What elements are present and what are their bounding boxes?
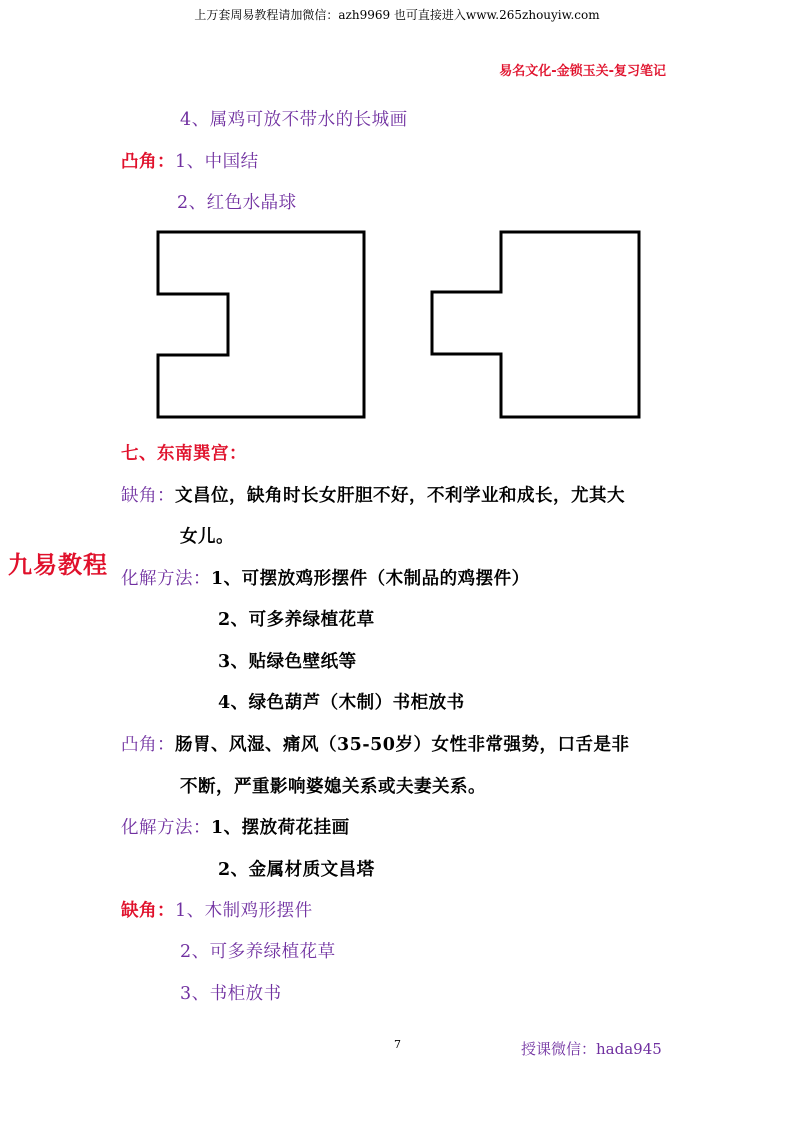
line-14-head: 缺角： <box>121 901 175 921</box>
line-10-head: 凸角： <box>121 735 175 755</box>
page-number: 7 <box>394 1038 401 1051</box>
footer-contact: 授课微信：hada945 <box>521 1040 662 1058</box>
line-8: 3、贴绿色壁纸等 <box>218 652 357 672</box>
line-7: 2、可多养绿植花草 <box>218 610 375 630</box>
line-2-rest: 1、中国结 <box>175 152 259 172</box>
line-12-head: 化解方法： <box>121 818 211 838</box>
line-2-head: 凸角： <box>121 152 175 172</box>
line-12-rest: 1、摆放荷花挂画 <box>211 818 350 838</box>
line-10 <box>121 731 629 756</box>
line-6 <box>121 565 530 590</box>
watermark: 九易教程 <box>8 551 108 579</box>
line-14 <box>121 897 313 922</box>
line-12 <box>121 814 350 839</box>
line-4-rest: 文昌位，缺角时长女肝胆不好，不利学业和成长，尤其大 <box>175 486 625 506</box>
header-title: 易名文化-金锁玉关-复习笔记 <box>499 64 666 79</box>
line-9: 4、绿色葫芦（木制）书柜放书 <box>218 693 465 713</box>
protruding-corner-shape <box>425 225 655 425</box>
line-3: 2、红色水晶球 <box>177 193 297 213</box>
missing-corner-shape <box>150 225 380 425</box>
line-5: 女儿。 <box>180 527 234 547</box>
section-heading: 七、东南巽宫： <box>121 444 247 464</box>
line-4 <box>121 482 625 507</box>
line-14-rest: 1、木制鸡形摆件 <box>175 901 313 921</box>
line-6-rest: 1、可摆放鸡形摆件（木制品的鸡摆件） <box>211 569 530 589</box>
line-13: 2、金属材质文昌塔 <box>218 860 375 880</box>
line-16: 3、书柜放书 <box>180 984 282 1004</box>
line-15: 2、可多养绿植花草 <box>180 942 336 962</box>
line-2 <box>121 148 259 173</box>
line-10-rest: 肠胃、风湿、痛风（35-50岁）女性非常强势，口舌是非 <box>175 735 630 755</box>
line-4-head: 缺角： <box>121 486 175 506</box>
top-banner: 上万套周易教程请加微信：azh9969 也可直接进入www.265zhouyiw.com <box>194 8 600 22</box>
line-1: 4、属鸡可放不带水的长城画 <box>180 110 408 130</box>
line-11: 不断，严重影响婆媳关系或夫妻关系。 <box>180 777 486 797</box>
line-6-head: 化解方法： <box>121 569 211 589</box>
